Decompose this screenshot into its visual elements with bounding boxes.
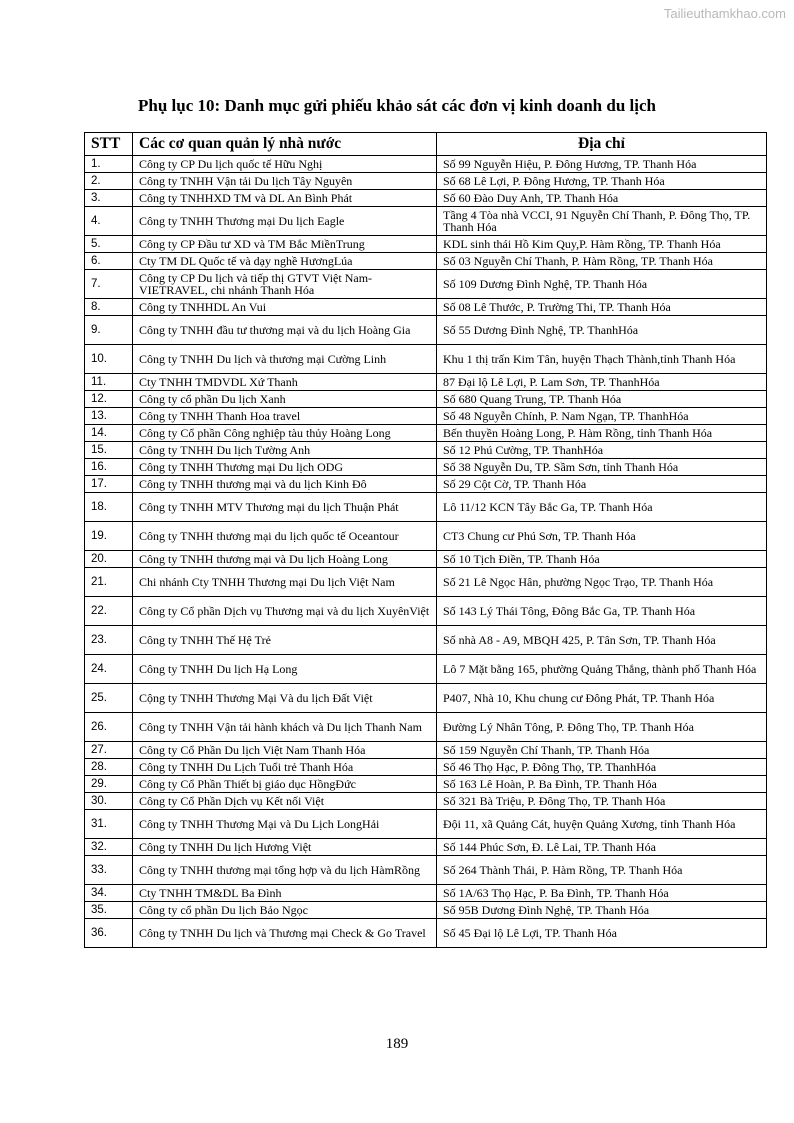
row-address: Số 10 Tịch Điền, TP. Thanh Hóa xyxy=(437,551,767,568)
row-address: KDL sinh thái Hồ Kim Quy,P. Hàm Rồng, TP. Thanh Hóa xyxy=(437,236,767,253)
table-row xyxy=(85,522,767,551)
row-address: Số 680 Quang Trung, TP. Thanh Hóa xyxy=(437,391,767,408)
row-stt: 9. xyxy=(85,316,133,345)
row-stt: 19. xyxy=(85,522,133,551)
page-title: Phụ lục 10: Danh mục gửi phiếu khảo sát các đơn vị kinh doanh du lịch xyxy=(138,96,656,115)
row-address: Tầng 4 Tòa nhà VCCI, 91 Nguyễn Chí Thanh, P. Đông Thọ, TP. Thanh Hóa xyxy=(437,207,767,236)
table-row xyxy=(85,299,767,316)
row-name: Công ty TNHH thương mại và Du lịch Hoàng Long xyxy=(133,551,437,568)
row-name: Công ty TNHH Du lịch và Thương mại Check & Go Travel xyxy=(133,919,437,948)
row-name: Cty TM DL Quốc tế và dạy nghề HươngLúa xyxy=(133,253,437,270)
row-stt: 15. xyxy=(85,442,133,459)
table-row xyxy=(85,374,767,391)
row-address: Số 46 Thọ Hạc, P. Đông Thọ, TP. ThanhHóa xyxy=(437,759,767,776)
row-address: Số 60 Đào Duy Anh, TP. Thanh Hóa xyxy=(437,190,767,207)
page-number: 189 xyxy=(385,1036,409,1052)
header-address: Địa chỉ xyxy=(437,133,767,156)
table-row xyxy=(85,684,767,713)
row-address: Số 38 Nguyễn Du, TP. Sầm Sơn, tỉnh Thanh Hóa xyxy=(437,459,767,476)
row-name: Công ty cổ phần Du lịch Bảo Ngọc xyxy=(133,902,437,919)
table-row xyxy=(85,476,767,493)
row-name: Công ty TNHH Thương mại Du lịch ODG xyxy=(133,459,437,476)
row-address: Đội 11, xã Quảng Cát, huyện Quảng Xương, tỉnh Thanh Hóa xyxy=(437,810,767,839)
table-row xyxy=(85,776,767,793)
row-name: Công ty TNHH Du Lịch Tuổi trẻ Thanh Hóa xyxy=(133,759,437,776)
table-row xyxy=(85,793,767,810)
row-name: Công ty TNHH Vận tải hành khách và Du lịch Thanh Nam xyxy=(133,713,437,742)
row-address: Số 03 Nguyễn Chí Thanh, P. Hàm Rồng, TP. Thanh Hóa xyxy=(437,253,767,270)
row-address: Lô 11/12 KCN Tây Bắc Ga, TP. Thanh Hóa xyxy=(437,493,767,522)
row-name: Công ty Cổ Phần Thiết bị giáo dục HồngĐức xyxy=(133,776,437,793)
table-row xyxy=(85,345,767,374)
row-stt: 24. xyxy=(85,655,133,684)
row-address: Số 95B Dương Đình Nghệ, TP. Thanh Hóa xyxy=(437,902,767,919)
row-name: Công ty cổ phần Du lịch Xanh xyxy=(133,391,437,408)
row-stt: 28. xyxy=(85,759,133,776)
row-address: Số 143 Lý Thái Tông, Đông Bắc Ga, TP. Thanh Hóa xyxy=(437,597,767,626)
row-stt: 17. xyxy=(85,476,133,493)
header-stt: STT xyxy=(85,133,133,156)
row-address: 87 Đại lộ Lê Lợi, P. Lam Sơn, TP. ThanhHóa xyxy=(437,374,767,391)
table-row xyxy=(85,713,767,742)
table-row xyxy=(85,493,767,522)
table-row xyxy=(85,759,767,776)
row-name: Công ty TNHH Du lịch Hạ Long xyxy=(133,655,437,684)
watermark: Tailieuthamkhao.com xyxy=(663,6,786,21)
row-address: Số 08 Lê Thước, P. Trường Thi, TP. Thanh Hóa xyxy=(437,299,767,316)
row-name: Công ty CP Du lịch quốc tế Hữu Nghị xyxy=(133,156,437,173)
table-row xyxy=(85,597,767,626)
row-name: Công ty TNHH Du lịch Hương Việt xyxy=(133,839,437,856)
row-stt: 22. xyxy=(85,597,133,626)
row-name: Công ty TNHH thương mại và du lịch Kinh Đô xyxy=(133,476,437,493)
row-name: Công ty TNHH Thế Hệ Trẻ xyxy=(133,626,437,655)
row-name: Công ty TNHH Vận tải Du lịch Tây Nguyên xyxy=(133,173,437,190)
row-stt: 26. xyxy=(85,713,133,742)
row-name: Công ty CP Đầu tư XD và TM Bắc MiềnTrung xyxy=(133,236,437,253)
table-row xyxy=(85,408,767,425)
row-stt: 18. xyxy=(85,493,133,522)
row-stt: 29. xyxy=(85,776,133,793)
row-stt: 14. xyxy=(85,425,133,442)
row-stt: 8. xyxy=(85,299,133,316)
row-stt: 25. xyxy=(85,684,133,713)
row-stt: 11. xyxy=(85,374,133,391)
row-stt: 4. xyxy=(85,207,133,236)
row-stt: 32. xyxy=(85,839,133,856)
row-stt: 36. xyxy=(85,919,133,948)
row-name: Cộng ty TNHH Thương Mại Và du lịch Đất Việt xyxy=(133,684,437,713)
row-stt: 3. xyxy=(85,190,133,207)
row-name: Cty TNHH TMDVDL Xứ Thanh xyxy=(133,374,437,391)
row-address: Số 264 Thành Thái, P. Hàm Rồng, TP. Thanh Hóa xyxy=(437,856,767,885)
row-address: Số 48 Nguyễn Chính, P. Nam Ngạn, TP. ThanhHóa xyxy=(437,408,767,425)
row-address: Đường Lý Nhân Tông, P. Đông Thọ, TP. Thanh Hóa xyxy=(437,713,767,742)
row-name: Cty TNHH TM&DL Ba Đình xyxy=(133,885,437,902)
row-stt: 21. xyxy=(85,568,133,597)
row-address: Lô 7 Mặt bằng 165, phường Quảng Thắng, thành phố Thanh Hóa xyxy=(437,655,767,684)
row-name: Công ty Cổ Phần Du lịch Việt Nam Thanh Hóa xyxy=(133,742,437,759)
row-name: Công ty Cổ phần Công nghiệp tàu thủy Hoàng Long xyxy=(133,425,437,442)
table-row xyxy=(85,839,767,856)
table-row xyxy=(85,253,767,270)
row-name: Chi nhánh Cty TNHH Thương mại Du lịch Việt Nam xyxy=(133,568,437,597)
row-name: Công ty TNHH đầu tư thương mại và du lịch Hoàng Gia xyxy=(133,316,437,345)
row-address: Số nhà A8 - A9, MBQH 425, P. Tân Sơn, TP. Thanh Hóa xyxy=(437,626,767,655)
row-stt: 20. xyxy=(85,551,133,568)
row-stt: 31. xyxy=(85,810,133,839)
table-row xyxy=(85,425,767,442)
row-stt: 16. xyxy=(85,459,133,476)
row-address: Bến thuyền Hoàng Long, P. Hàm Rồng, tỉnh Thanh Hóa xyxy=(437,425,767,442)
row-address: Số 99 Nguyễn Hiệu, P. Đông Hương, TP. Thanh Hóa xyxy=(437,156,767,173)
row-stt: 35. xyxy=(85,902,133,919)
table-row xyxy=(85,568,767,597)
row-name: Công ty TNHH Thương mại Du lịch Eagle xyxy=(133,207,437,236)
row-stt: 10. xyxy=(85,345,133,374)
survey-table xyxy=(84,132,767,948)
row-name: Công ty Cổ Phần Dịch vụ Kết nối Việt xyxy=(133,793,437,810)
row-name: Công ty TNHH Du lịch Tường Anh xyxy=(133,442,437,459)
row-stt: 6. xyxy=(85,253,133,270)
table-row xyxy=(85,270,767,299)
row-name: Công ty CP Du lịch và tiếp thị GTVT Việt Nam-VIETRAVEL, chi nhánh Thanh Hóa xyxy=(133,270,437,299)
table-row xyxy=(85,655,767,684)
table-row xyxy=(85,173,767,190)
table-row xyxy=(85,919,767,948)
row-stt: 1. xyxy=(85,156,133,173)
row-address: Số 144 Phúc Sơn, Đ. Lê Lai, TP. Thanh Hóa xyxy=(437,839,767,856)
table-row xyxy=(85,236,767,253)
table-row xyxy=(85,442,767,459)
row-name: Công ty TNHH MTV Thương mại du lịch Thuận Phát xyxy=(133,493,437,522)
row-name: Công ty TNHH Thương Mại và Du Lịch LongHải xyxy=(133,810,437,839)
row-stt: 33. xyxy=(85,856,133,885)
row-address: CT3 Chung cư Phú Sơn, TP. Thanh Hóa xyxy=(437,522,767,551)
row-address: Số 21 Lê Ngọc Hân, phường Ngọc Trạo, TP. Thanh Hóa xyxy=(437,568,767,597)
row-name: Công ty Cổ phần Dịch vụ Thương mại và du lịch XuyênViệt xyxy=(133,597,437,626)
table-row xyxy=(85,885,767,902)
header-name: Các cơ quan quản lý nhà nước xyxy=(133,133,437,156)
table-row xyxy=(85,190,767,207)
row-address: Số 55 Dương Đình Nghệ, TP. ThanhHóa xyxy=(437,316,767,345)
table-row xyxy=(85,459,767,476)
row-address: Số 159 Nguyễn Chí Thanh, TP. Thanh Hóa xyxy=(437,742,767,759)
row-address: Số 321 Bà Triệu, P. Đông Thọ, TP. Thanh Hóa xyxy=(437,793,767,810)
row-address: Khu 1 thị trấn Kim Tân, huyện Thạch Thành,tỉnh Thanh Hóa xyxy=(437,345,767,374)
row-address: Số 109 Dương Đình Nghệ, TP. Thanh Hóa xyxy=(437,270,767,299)
row-name: Công ty TNHH thương mại du lịch quốc tế Oceantour xyxy=(133,522,437,551)
row-name: Công ty TNHH Thanh Hoa travel xyxy=(133,408,437,425)
table-row xyxy=(85,810,767,839)
row-stt: 27. xyxy=(85,742,133,759)
row-address: Số 1A/63 Thọ Hạc, P. Ba Đình, TP. Thanh Hóa xyxy=(437,885,767,902)
row-name: Công ty TNHHXD TM và DL An Bình Phát xyxy=(133,190,437,207)
table-row xyxy=(85,391,767,408)
row-stt: 30. xyxy=(85,793,133,810)
table-row xyxy=(85,207,767,236)
table-header-row xyxy=(85,133,767,156)
row-stt: 23. xyxy=(85,626,133,655)
row-address: Số 163 Lê Hoàn, P. Ba Đình, TP. Thanh Hóa xyxy=(437,776,767,793)
table-row xyxy=(85,626,767,655)
table-row xyxy=(85,156,767,173)
row-address: P407, Nhà 10, Khu chung cư Đông Phát, TP. Thanh Hóa xyxy=(437,684,767,713)
row-address: Số 45 Đại lộ Lê Lợi, TP. Thanh Hóa xyxy=(437,919,767,948)
row-name: Công ty TNHH Du lịch và thương mại Cường Linh xyxy=(133,345,437,374)
table-row xyxy=(85,551,767,568)
row-stt: 5. xyxy=(85,236,133,253)
row-stt: 2. xyxy=(85,173,133,190)
row-address: Số 29 Cột Cờ, TP. Thanh Hóa xyxy=(437,476,767,493)
row-address: Số 68 Lê Lợi, P. Đông Hương, TP. Thanh Hóa xyxy=(437,173,767,190)
row-stt: 13. xyxy=(85,408,133,425)
table-body xyxy=(85,156,767,948)
row-stt: 34. xyxy=(85,885,133,902)
row-address: Số 12 Phú Cường, TP. ThanhHóa xyxy=(437,442,767,459)
row-name: Công ty TNHH thương mại tổng hợp và du lịch HàmRồng xyxy=(133,856,437,885)
row-stt: 7. xyxy=(85,270,133,299)
row-name: Công ty TNHHDL An Vui xyxy=(133,299,437,316)
table-row xyxy=(85,856,767,885)
table-row xyxy=(85,316,767,345)
table-row xyxy=(85,742,767,759)
table-row xyxy=(85,902,767,919)
row-stt: 12. xyxy=(85,391,133,408)
